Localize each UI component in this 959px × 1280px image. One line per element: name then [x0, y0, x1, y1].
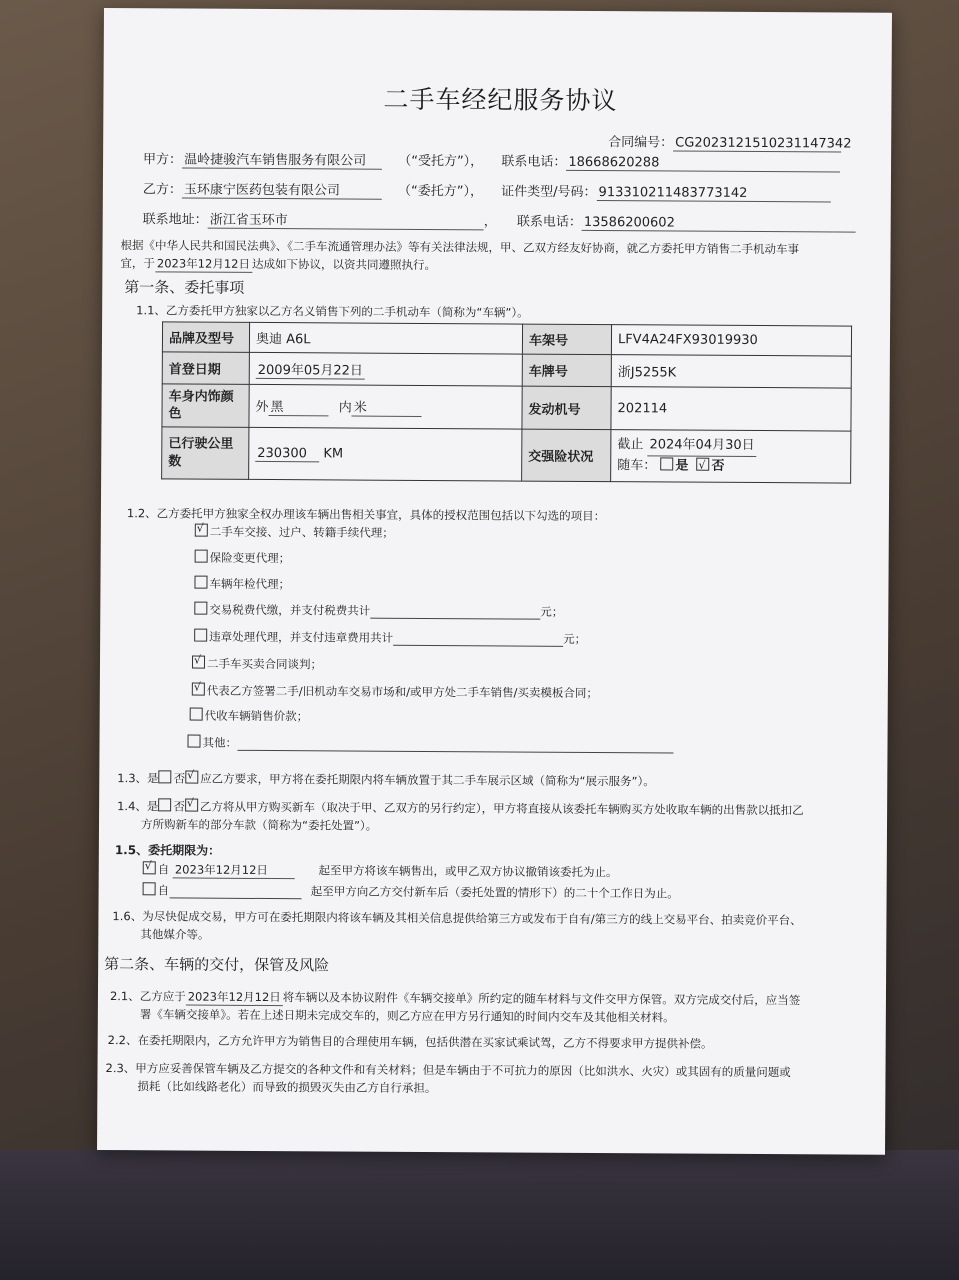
plate-label: 车牌号: [522, 354, 611, 387]
section-1-heading: 第一条、委托事项: [124, 278, 245, 297]
clause-text: 1.3、是: [117, 771, 159, 786]
comma: ，: [469, 184, 484, 200]
auth-checkbox-5[interactable]: [192, 656, 205, 669]
party-b-phone-label: 联系电话：: [516, 214, 582, 230]
brand-value: 奥迪 A6L: [249, 322, 522, 354]
clause-text: 否: [173, 799, 185, 814]
preamble-text: 宜，于: [120, 256, 155, 271]
list-item: [192, 656, 322, 673]
clause-text: 应乙方要求，甲方将在委托期限内将车辆放置于其二手车展示区域（简称为“展示服务”）。: [200, 771, 655, 789]
document-title: 二手车经纪服务协议: [383, 84, 618, 116]
with-car-yes-label: 是: [675, 458, 689, 474]
clause-1-6-cont: 其他媒介等。: [140, 927, 210, 942]
clause-text: 1.4、是: [117, 799, 159, 814]
auth-checkbox-0[interactable]: [195, 524, 208, 537]
party-a-name: 温岭捷骏汽车销售服务有限公司: [182, 148, 382, 169]
contract-number-row: [608, 131, 852, 152]
vin-label: 车架号: [522, 324, 611, 355]
clause-2-3-cont: 损耗（比如线路老化）而导致的损毁灭失由乙方自行承担。: [137, 1079, 437, 1096]
auth-checkbox-1[interactable]: [195, 550, 208, 563]
exterior-label: 外: [255, 399, 269, 416]
clause-2-2: 2.2、在委托期限内，乙方允许甲方为销售目的合理使用车辆，包括供潜在买家试乘试驾，乙方不得要求甲方提供补偿。: [107, 1033, 713, 1051]
clause-1-4: [117, 798, 804, 818]
with-car-label: 随车：: [617, 458, 657, 474]
preamble-line-1: 根据《中华人民共和国民法典》、《二手车流通管理办法》等有关法律法规，甲、乙双方经友好协商，就乙方委托甲方销售二手机动车事: [120, 238, 800, 257]
contract-number: CG2023121510231147342: [673, 135, 841, 152]
registration-value: 2009年05月22日: [256, 358, 365, 379]
vehicle-info-table: [161, 321, 852, 483]
term-option-1: [143, 861, 618, 881]
preamble-text: 达成如下协议，以资共同遵照执行。: [251, 256, 437, 273]
interior-color: 米: [352, 397, 422, 417]
auth-item-text: 其他：: [202, 735, 238, 750]
clause-1-6: 1.6、为尽快促成交易，甲方可在委托期限内将该车辆及其相关信息提供给第三方或发布于自有/第三方的线上交易平台、拍卖竞价平台、: [112, 909, 802, 928]
clause-1-5-heading: 1.5、委托期限为：: [114, 843, 221, 858]
preamble-line-2: [120, 255, 436, 274]
auth-item-text: 代收车辆销售价款；: [204, 708, 309, 724]
party-a-phone-label: 联系电话：: [501, 154, 567, 170]
party-b-label: 乙方：: [142, 182, 182, 198]
clause-text: 乙方将从甲方购买新车（取决于甲、乙双方的另行约定），甲方将直接从该委托车辆购买方处收取车辆的出售款以抵扣乙: [199, 799, 804, 818]
auth-checkbox-4[interactable]: [194, 629, 207, 642]
preamble-date: 2023年12月12日: [155, 255, 252, 273]
color-cell: [249, 384, 522, 429]
term-option-1-checkbox[interactable]: [143, 861, 156, 874]
contract-page: [97, 8, 892, 1155]
disposal-no-checkbox[interactable]: [185, 799, 198, 812]
auth-checkbox-8[interactable]: [187, 735, 200, 748]
contract-number-label: 合同编号：: [608, 135, 674, 151]
term-date-blank[interactable]: [169, 885, 301, 899]
auth-item-text: 代表乙方签署二手/旧机动车交易市场和/或甲方处二手车销售/买卖模板合同；: [206, 683, 598, 701]
with-car-no-label: 否: [711, 458, 725, 474]
insurance-label: 交强险状况: [522, 429, 611, 482]
vin-value: LFV4A24FX93019930: [611, 325, 851, 356]
delivery-date: 2023年12月12日: [186, 989, 283, 1007]
term-start-date: 2023年12月12日: [173, 861, 295, 879]
auth-item-text: 二手车交接、过户、转籍手续代理；: [209, 524, 394, 540]
party-b-row: [143, 178, 831, 202]
list-item: [190, 708, 309, 725]
auth-checkbox-6[interactable]: [192, 683, 205, 696]
term-text: 起至甲方向乙方交付新车后（委托处置的情形下）的二十个工作日为止。: [310, 884, 679, 901]
list-item: [195, 550, 291, 567]
clause-text: 将车辆以及本协议附件《车辆交接单》所约定的随车材料与文件交甲方保管。双方完成交付后，应当签: [282, 990, 801, 1008]
auth-item-suffix: 元；: [540, 604, 564, 619]
list-item: [195, 524, 394, 541]
exterior-color: 黑: [269, 396, 329, 416]
other-blank[interactable]: [237, 738, 673, 754]
registration-cell: [249, 352, 522, 386]
party-a-phone: 18668620288: [566, 155, 840, 173]
auth-checkbox-2[interactable]: [194, 576, 207, 589]
disposal-yes-checkbox[interactable]: [158, 798, 171, 811]
address-row: [143, 208, 856, 232]
table-surface: [0, 1150, 959, 1280]
party-a-role: （“受托方”）: [398, 153, 471, 170]
display-yes-checkbox[interactable]: [159, 770, 172, 783]
comma: ，: [483, 214, 497, 230]
party-b-id-label: 证件类型/号码：: [501, 184, 597, 201]
table-row: [162, 322, 851, 356]
party-a-row: [143, 148, 840, 172]
insurance-cell: [611, 430, 851, 483]
term-from: 自: [157, 883, 170, 898]
clause-2-3: 2.3、甲方应妥善保管车辆及乙方提交的各种文件和有关材料；但是车辆由于不可抗力的原因（比如洪水、火灾）或其固有的质量问题或: [105, 1061, 791, 1080]
term-text: 起至甲方将该车辆售出，或甲乙双方协议撤销该委托为止。: [318, 863, 618, 880]
comma: ，: [470, 154, 484, 170]
list-item: [194, 602, 563, 620]
auth-checkbox-3[interactable]: [194, 602, 207, 615]
table-row: [162, 427, 851, 483]
clause-text: 否: [173, 771, 186, 786]
interior-label: 内: [338, 400, 352, 416]
plate-value: 浙J5255K: [611, 355, 851, 388]
insurance-until-date: 2024年04月30日: [647, 435, 756, 457]
term-option-2: [143, 882, 679, 901]
auth-item-text: 车辆年检代理；: [209, 576, 291, 592]
list-item: [194, 629, 586, 647]
auth-item-text: 交易税费代缴，并支付税费共计: [209, 602, 371, 618]
list-item: [187, 735, 673, 754]
party-b-role: （“委托方”）: [397, 183, 471, 200]
address-value: 浙江省玉环市: [208, 209, 484, 231]
with-car-no-checkbox[interactable]: [696, 458, 709, 471]
auth-item-text: 二手车买卖合同谈判；: [206, 656, 323, 672]
address-label: 联系地址：: [142, 212, 208, 228]
section-2-heading: 第二条、车辆的交付，保管及风险: [104, 955, 330, 975]
party-b-phone: 13586200602: [582, 215, 856, 233]
party-a-label: 甲方：: [143, 152, 183, 168]
table-row: [162, 352, 851, 388]
list-item: [194, 576, 290, 593]
party-b-id: 913310211483773142: [597, 185, 831, 202]
clause-1-2: 1.2、乙方委托甲方独家全权办理该车辆出售相关事宜，具体的授权范围包括以下勾选的项目：: [126, 506, 606, 524]
registration-label: 首登日期: [162, 352, 249, 385]
display-no-checkbox[interactable]: [185, 771, 198, 784]
auth-item-text: 违章处理代理，并支付违章费用共计: [209, 629, 394, 645]
auth-item-text: 保险变更代理；: [209, 550, 291, 566]
list-item: [192, 683, 598, 701]
term-option-2-checkbox[interactable]: [143, 882, 156, 895]
tax-amount-blank[interactable]: [370, 606, 540, 620]
table-row: [162, 384, 851, 431]
clause-1-1: 1.1、乙方委托甲方独家以乙方名义销售下列的二手机动车（简称为“车辆”）。: [136, 303, 529, 320]
clause-text: 2.1、乙方应于: [109, 989, 186, 1004]
clause-1-3: [117, 770, 655, 789]
mileage-cell: [249, 427, 522, 481]
auth-item-suffix: 元；: [563, 631, 587, 646]
clause-1-4-cont: 方所购新车的部分车款（简称为“委托处置”）。: [140, 817, 378, 833]
engine-value: 202114: [611, 387, 851, 431]
party-b-name: 玉环康宁医药包装有限公司: [182, 178, 382, 199]
color-label: 车身内饰颜色: [162, 384, 249, 428]
with-car-yes-checkbox[interactable]: [660, 457, 673, 470]
violation-amount-blank[interactable]: [393, 633, 563, 647]
mileage-label: 已行驶公里数: [162, 427, 249, 480]
mileage-unit: KM: [323, 445, 344, 461]
engine-label: 发动机号: [522, 386, 611, 430]
clause-2-1-cont: 署《车辆交接单》。若在上述日期未完成交车的，则乙方应在甲方另行通知的时间内交车及其他相关材料。: [139, 1007, 675, 1025]
mileage-value: 230300: [255, 445, 319, 461]
term-from: 自: [157, 862, 170, 877]
auth-checkbox-7[interactable]: [190, 708, 203, 721]
brand-label: 品牌及型号: [162, 322, 249, 353]
insurance-until-label: 截止: [617, 437, 644, 453]
